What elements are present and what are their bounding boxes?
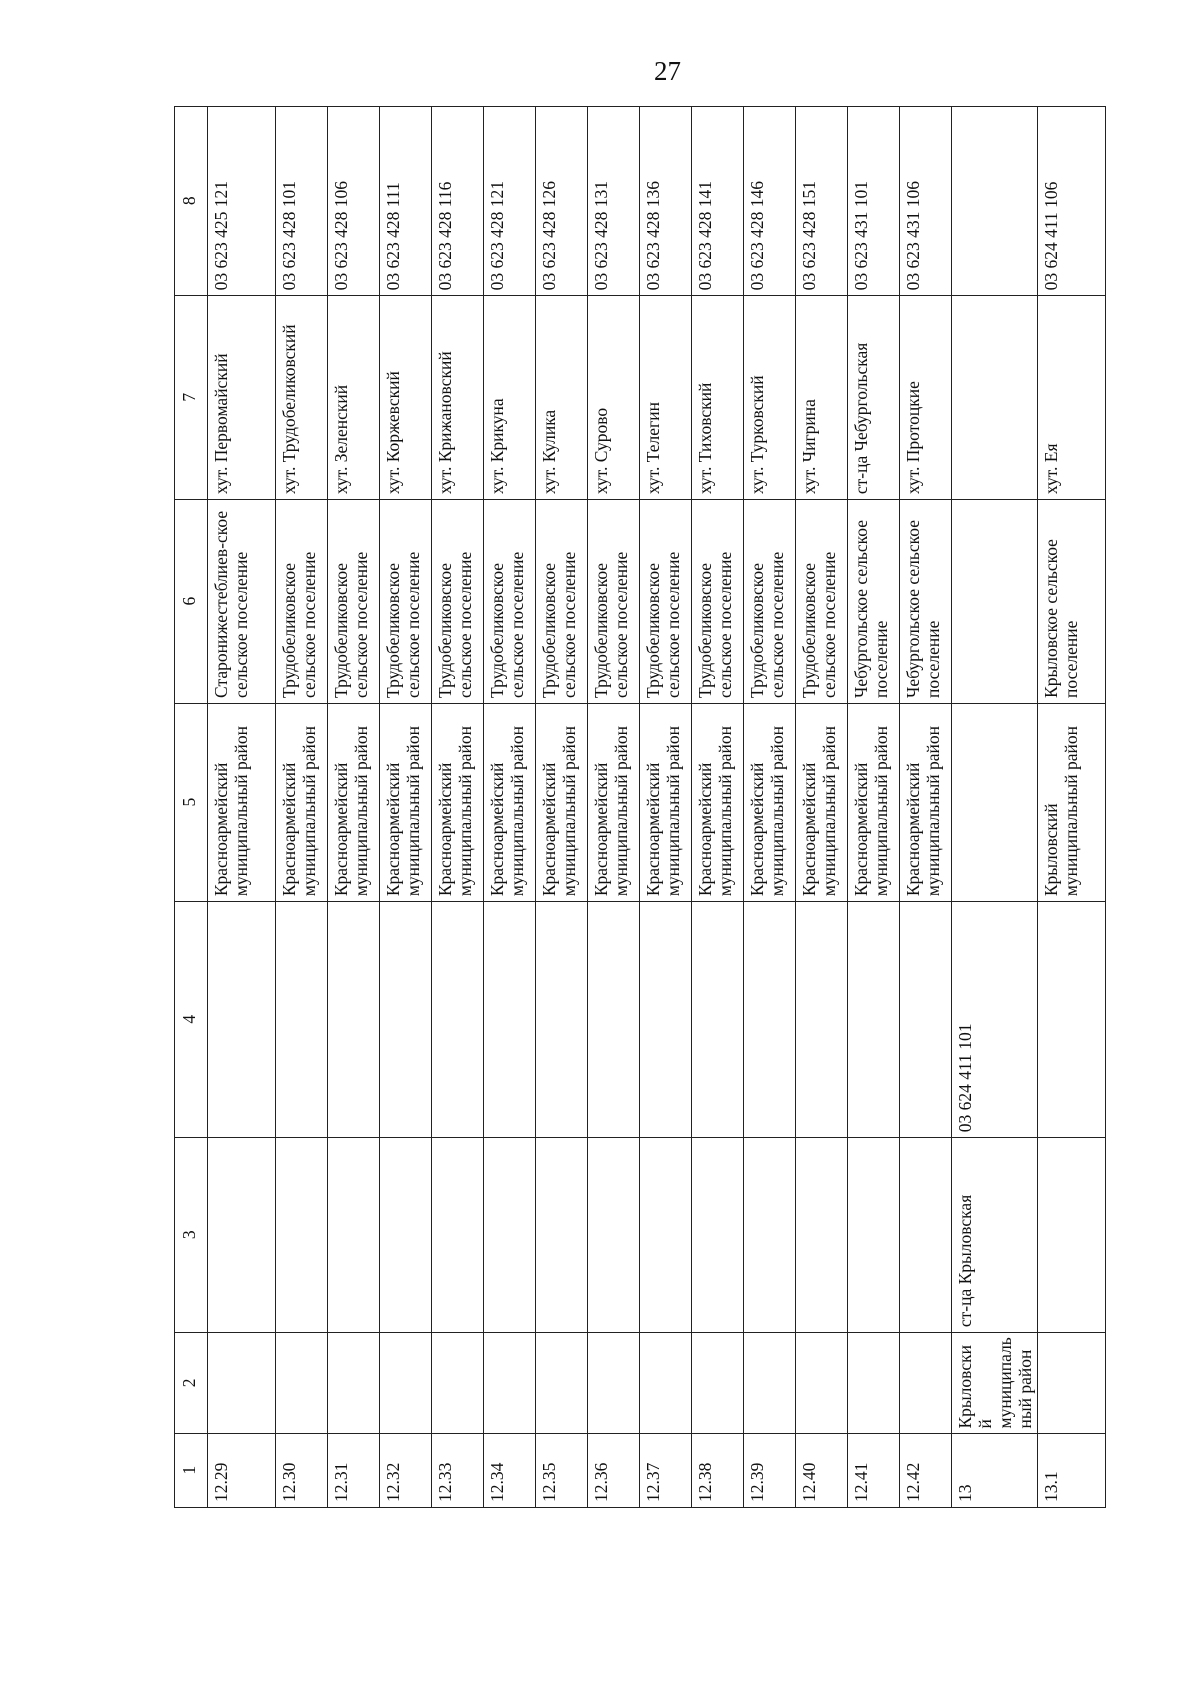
cell-settlement: Старонижестеблиев-ское сельское поселение xyxy=(208,500,276,704)
cell-municipal-district xyxy=(952,703,1038,901)
table-header-row xyxy=(175,107,208,1508)
cell-center-name xyxy=(744,1138,796,1333)
cell-center-name xyxy=(536,1138,588,1333)
cell-oktmo-code: 03 623 428 151 xyxy=(796,107,848,296)
cell-row-number: 12.39 xyxy=(744,1434,796,1508)
header-cell-2: 2 xyxy=(175,1333,208,1434)
cell-locality: хут. Тиховский xyxy=(692,296,744,500)
cell-locality: хут. Турковский xyxy=(744,296,796,500)
cell-center-name xyxy=(848,1138,900,1333)
cell-municipal-district: Красноармейский муниципальный район xyxy=(796,703,848,901)
header-cell-8: 8 xyxy=(175,107,208,296)
cell-row-number: 12.35 xyxy=(536,1434,588,1508)
cell-row-number: 13 xyxy=(952,1434,1038,1508)
cell-locality xyxy=(952,296,1038,500)
table-row xyxy=(328,107,380,1508)
header-cell-7: 7 xyxy=(175,296,208,500)
cell-district-name xyxy=(536,1333,588,1434)
cell-municipal-district: Красноармейский муниципальный район xyxy=(380,703,432,901)
table-row xyxy=(432,107,484,1508)
cell-center-code: 03 624 411 101 xyxy=(952,902,1038,1138)
cell-center-name xyxy=(588,1138,640,1333)
cell-center-name xyxy=(796,1138,848,1333)
cell-municipal-district: Красноармейский муниципальный район xyxy=(276,703,328,901)
cell-center-name xyxy=(484,1138,536,1333)
cell-center-name xyxy=(640,1138,692,1333)
cell-district-name xyxy=(796,1333,848,1434)
cell-district-name xyxy=(744,1333,796,1434)
table-row xyxy=(796,107,848,1508)
cell-settlement: Чебургольское сельское поселение xyxy=(848,500,900,704)
cell-center-code xyxy=(208,902,276,1138)
cell-oktmo-code xyxy=(952,107,1038,296)
page-number: 27 xyxy=(654,56,681,86)
table-row xyxy=(640,107,692,1508)
cell-district-name xyxy=(328,1333,380,1434)
cell-settlement: Трудобеликовское сельское поселение xyxy=(276,500,328,704)
header-cell-6: 6 xyxy=(175,500,208,704)
cell-center-name: ст-ца Крыловская xyxy=(952,1138,1038,1333)
cell-municipal-district: Красноармейский муниципальный район xyxy=(328,703,380,901)
cell-row-number: 12.29 xyxy=(208,1434,276,1508)
cell-locality: хут. Сурово xyxy=(588,296,640,500)
cell-oktmo-code: 03 623 428 116 xyxy=(432,107,484,296)
cell-settlement: Трудобеликовское сельское поселение xyxy=(484,500,536,704)
rotated-table-wrapper xyxy=(174,106,1159,1508)
cell-settlement: Трудобеликовское сельское поселение xyxy=(588,500,640,704)
cell-district-name xyxy=(484,1333,536,1434)
header-cell-5: 5 xyxy=(175,703,208,901)
table-row xyxy=(208,107,276,1508)
cell-settlement: Трудобеликовское сельское поселение xyxy=(380,500,432,704)
cell-settlement: Трудобеликовское сельское поселение xyxy=(796,500,848,704)
cell-center-code xyxy=(692,902,744,1138)
cell-center-name xyxy=(328,1138,380,1333)
cell-center-name xyxy=(1038,1138,1106,1333)
cell-row-number: 13.1 xyxy=(1038,1434,1106,1508)
cell-settlement: Трудобеликовское сельское поселение xyxy=(536,500,588,704)
cell-locality: хут. Чигрина xyxy=(796,296,848,500)
cell-row-number: 12.42 xyxy=(900,1434,952,1508)
cell-district-name xyxy=(640,1333,692,1434)
cell-oktmo-code: 03 623 428 111 xyxy=(380,107,432,296)
cell-municipal-district: Красноармейский муниципальный район xyxy=(848,703,900,901)
cell-oktmo-code: 03 623 425 121 xyxy=(208,107,276,296)
cell-locality: ст-ца Чебургольская xyxy=(848,296,900,500)
cell-center-code xyxy=(536,902,588,1138)
cell-locality: хут. Ея xyxy=(1038,296,1106,500)
cell-row-number: 12.36 xyxy=(588,1434,640,1508)
cell-center-code xyxy=(900,902,952,1138)
cell-row-number: 12.32 xyxy=(380,1434,432,1508)
cell-row-number: 12.38 xyxy=(692,1434,744,1508)
cell-municipal-district: Красноармейский муниципальный район xyxy=(588,703,640,901)
cell-municipal-district: Красноармейский муниципальный район xyxy=(484,703,536,901)
cell-center-code xyxy=(796,902,848,1138)
cell-settlement: Чебургольское сельское поселение xyxy=(900,500,952,704)
table-row xyxy=(484,107,536,1508)
cell-municipal-district: Красноармейский муниципальный район xyxy=(900,703,952,901)
cell-center-code xyxy=(640,902,692,1138)
header-cell-4: 4 xyxy=(175,902,208,1138)
cell-locality: хут. Крижановский xyxy=(432,296,484,500)
cell-settlement: Трудобеликовское сельское поселение xyxy=(744,500,796,704)
cell-locality: хут. Кулика xyxy=(536,296,588,500)
table-row xyxy=(952,107,1038,1508)
cell-municipal-district: Крыловский муниципальный район xyxy=(1038,703,1106,901)
settlements-table xyxy=(174,106,1106,1508)
table-row xyxy=(276,107,328,1508)
cell-district-name xyxy=(432,1333,484,1434)
cell-settlement: Трудобеликовское сельское поселение xyxy=(692,500,744,704)
cell-district-name xyxy=(276,1333,328,1434)
cell-center-code xyxy=(744,902,796,1138)
cell-settlement: Трудобеликовское сельское поселение xyxy=(328,500,380,704)
cell-center-code xyxy=(1038,902,1106,1138)
cell-municipal-district: Красноармейский муниципальный район xyxy=(744,703,796,901)
cell-locality: хут. Телегин xyxy=(640,296,692,500)
cell-district-name xyxy=(848,1333,900,1434)
table-row xyxy=(692,107,744,1508)
cell-center-name xyxy=(432,1138,484,1333)
cell-municipal-district: Красноармейский муниципальный район xyxy=(640,703,692,901)
cell-oktmo-code: 03 623 431 106 xyxy=(900,107,952,296)
cell-center-name xyxy=(276,1138,328,1333)
cell-oktmo-code: 03 623 428 136 xyxy=(640,107,692,296)
cell-locality: хут. Зеленский xyxy=(328,296,380,500)
cell-district-name xyxy=(588,1333,640,1434)
table-row xyxy=(1038,107,1106,1508)
table-row xyxy=(900,107,952,1508)
cell-oktmo-code: 03 623 428 146 xyxy=(744,107,796,296)
cell-locality: хут. Протоцкие xyxy=(900,296,952,500)
table-row xyxy=(848,107,900,1508)
cell-center-code xyxy=(484,902,536,1138)
cell-municipal-district: Красноармейский муниципальный район xyxy=(432,703,484,901)
cell-oktmo-code: 03 623 428 126 xyxy=(536,107,588,296)
cell-district-name xyxy=(900,1333,952,1434)
cell-locality: хут. Крикуна xyxy=(484,296,536,500)
cell-oktmo-code: 03 623 428 131 xyxy=(588,107,640,296)
cell-row-number: 12.30 xyxy=(276,1434,328,1508)
cell-oktmo-code: 03 623 428 106 xyxy=(328,107,380,296)
cell-row-number: 12.33 xyxy=(432,1434,484,1508)
cell-row-number: 12.31 xyxy=(328,1434,380,1508)
cell-row-number: 12.41 xyxy=(848,1434,900,1508)
cell-district-name xyxy=(208,1333,276,1434)
cell-district-name: Крыловский муниципальный район xyxy=(952,1333,1038,1434)
cell-locality: хут. Коржевский xyxy=(380,296,432,500)
table-row xyxy=(588,107,640,1508)
cell-locality: хут. Первомайский xyxy=(208,296,276,500)
cell-center-code xyxy=(588,902,640,1138)
cell-settlement: Трудобеликовское сельское поселение xyxy=(432,500,484,704)
cell-center-code xyxy=(848,902,900,1138)
cell-district-name xyxy=(692,1333,744,1434)
cell-municipal-district: Красноармейский муниципальный район xyxy=(208,703,276,901)
cell-row-number: 12.40 xyxy=(796,1434,848,1508)
cell-center-name xyxy=(900,1138,952,1333)
cell-center-name xyxy=(380,1138,432,1333)
cell-locality: хут. Трудобеликовский xyxy=(276,296,328,500)
cell-center-name xyxy=(692,1138,744,1333)
cell-district-name xyxy=(1038,1333,1106,1434)
cell-municipal-district: Красноармейский муниципальный район xyxy=(536,703,588,901)
cell-center-code xyxy=(432,902,484,1138)
cell-center-code xyxy=(276,902,328,1138)
cell-oktmo-code: 03 623 428 121 xyxy=(484,107,536,296)
header-cell-1: 1 xyxy=(175,1434,208,1508)
cell-oktmo-code: 03 624 411 106 xyxy=(1038,107,1106,296)
cell-oktmo-code: 03 623 428 101 xyxy=(276,107,328,296)
cell-row-number: 12.37 xyxy=(640,1434,692,1508)
cell-center-code xyxy=(380,902,432,1138)
cell-municipal-district: Красноармейский муниципальный район xyxy=(692,703,744,901)
table-row xyxy=(536,107,588,1508)
cell-oktmo-code: 03 623 431 101 xyxy=(848,107,900,296)
cell-center-code xyxy=(328,902,380,1138)
table-row xyxy=(744,107,796,1508)
table-row xyxy=(380,107,432,1508)
cell-center-name xyxy=(208,1138,276,1333)
cell-settlement xyxy=(952,500,1038,704)
cell-settlement: Трудобеликовское сельское поселение xyxy=(640,500,692,704)
cell-settlement: Крыловское сельское поселение xyxy=(1038,500,1106,704)
cell-row-number: 12.34 xyxy=(484,1434,536,1508)
cell-oktmo-code: 03 623 428 141 xyxy=(692,107,744,296)
header-cell-3: 3 xyxy=(175,1138,208,1333)
cell-district-name xyxy=(380,1333,432,1434)
